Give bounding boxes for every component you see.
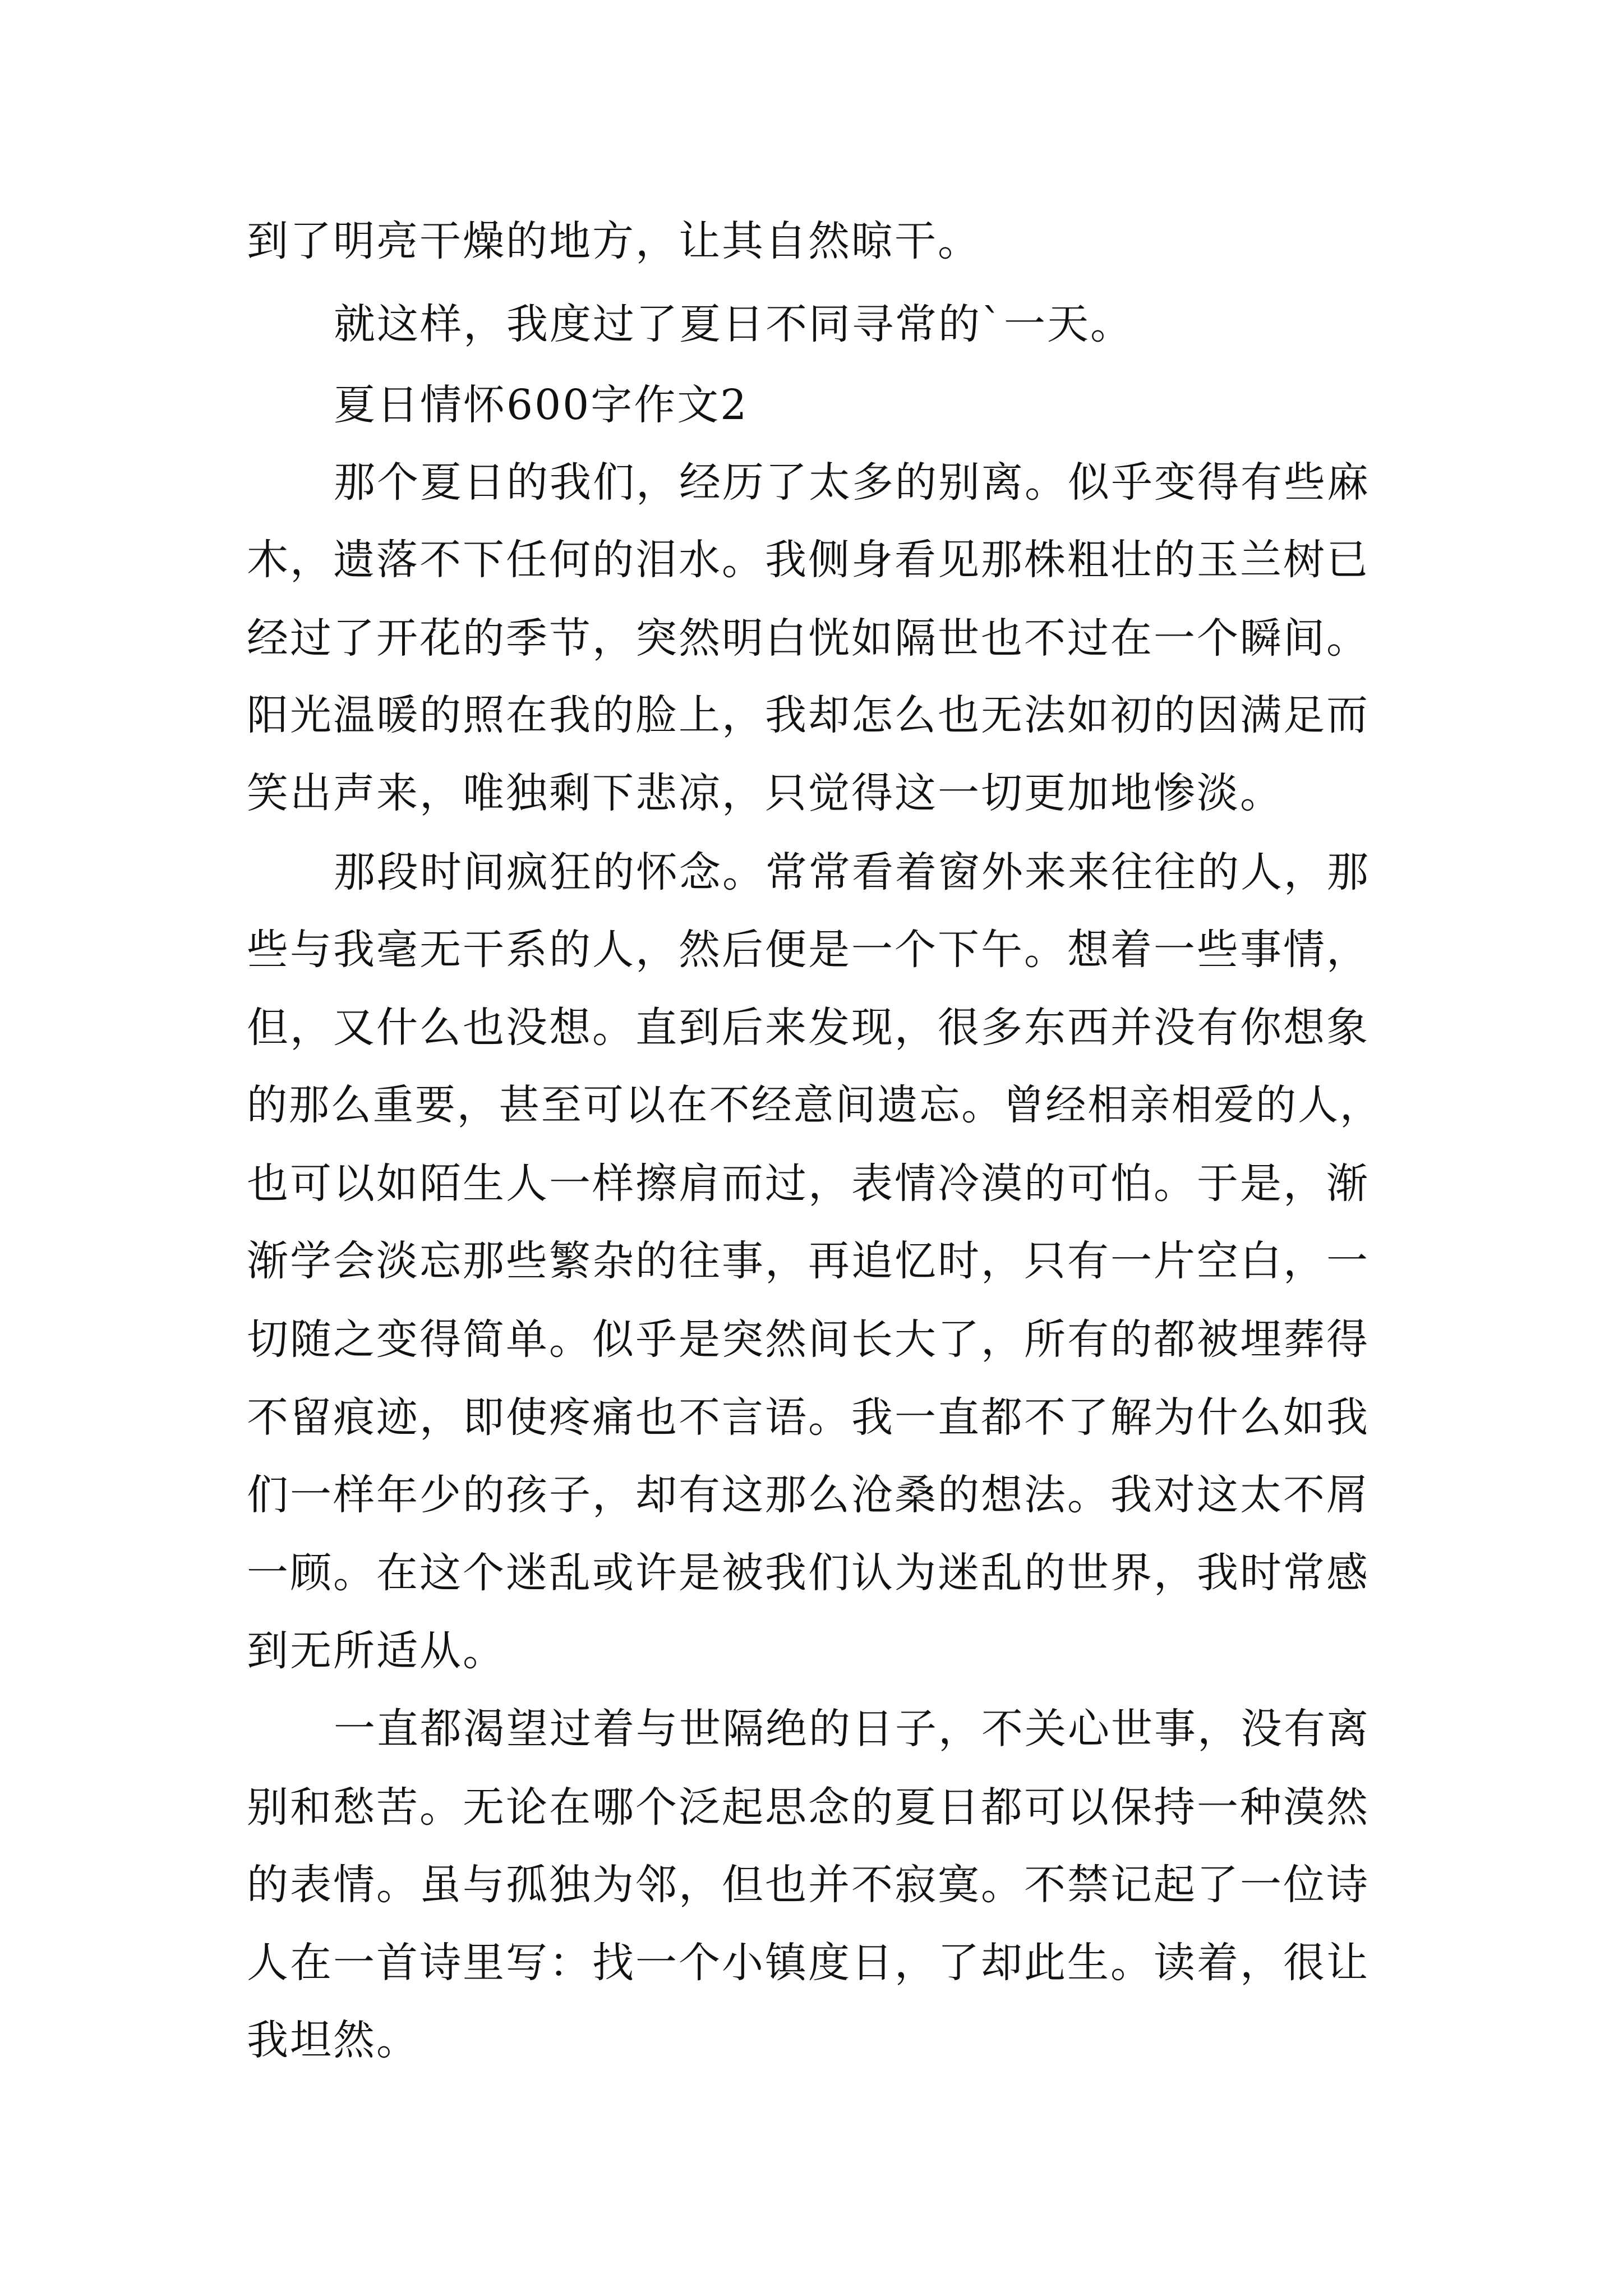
text-line: 切随之变得简单。似乎是突然间长大了，所有的都被埋葬得 bbox=[247, 1315, 1370, 1364]
text-line: 也可以如陌生人一样擦肩而过，表情冷漠的可怕。于是，渐 bbox=[247, 1159, 1370, 1208]
paragraph-text-line: 就这样，我度过了夏日不同寻常的`一天。 bbox=[334, 300, 1133, 348]
paragraph-text-line: 那段时间疯狂的怀念。常常看着窗外来来往往的人，那 bbox=[334, 848, 1370, 896]
text-line: 人在一首诗里写：找一个小镇度日，了却此生。读着，很让 bbox=[247, 1939, 1370, 1987]
text-line: 我坦然。 bbox=[247, 2016, 419, 2064]
text-line: 别和愁苦。无论在哪个泛起思念的夏日都可以保持一种漠然 bbox=[247, 1783, 1370, 1832]
paragraph-text-line: 一直都渴望过着与世隔绝的日子，不关心世事，没有离 bbox=[334, 1705, 1370, 1753]
text-line: 经过了开花的季节，突然明白恍如隔世也不过在一个瞬间。 bbox=[247, 614, 1370, 662]
text-line: 到无所适从。 bbox=[247, 1627, 506, 1675]
text-line: 但，又什么也没想。直到后来发现，很多东西并没有你想象 bbox=[247, 1004, 1370, 1052]
text-line: 笑出声来，唯独剩下悲凉，只觉得这一切更加地惨淡。 bbox=[247, 769, 1283, 817]
paragraph-text-line: 那个夏日的我们，经历了太多的别离。似乎变得有些麻 bbox=[334, 458, 1370, 507]
section-heading: 夏日情怀600字作文2 bbox=[334, 381, 749, 429]
text-line: 些与我毫无干系的人，然后便是一个下午。想着一些事情， bbox=[247, 926, 1370, 974]
text-line: 一顾。在这个迷乱或许是被我们认为迷乱的世界，我时常感 bbox=[247, 1549, 1370, 1597]
text-line: 木，遗落不下任何的泪水。我侧身看见那株粗壮的玉兰树已 bbox=[247, 536, 1370, 584]
text-line: 阳光温暖的照在我的脸上，我却怎么也无法如初的因满足而 bbox=[247, 691, 1370, 739]
text-line: 们一样年少的孩子，却有这那么沧桑的想法。我对这太不屑 bbox=[247, 1471, 1370, 1519]
text-line: 的那么重要，甚至可以在不经意间遗忘。曾经相亲相爱的人， bbox=[247, 1081, 1382, 1129]
text-line: 渐学会淡忘那些繁杂的往事，再追忆时，只有一片空白，一 bbox=[247, 1237, 1370, 1285]
text-line: 不留痕迹，即使疼痛也不言语。我一直都不了解为什么如我 bbox=[247, 1393, 1370, 1442]
text-line: 到了明亮干燥的地方，让其自然晾干。 bbox=[247, 217, 981, 265]
text-line: 的表情。虽与孤独为邻，但也并不寂寞。不禁记起了一位诗 bbox=[247, 1861, 1370, 1909]
